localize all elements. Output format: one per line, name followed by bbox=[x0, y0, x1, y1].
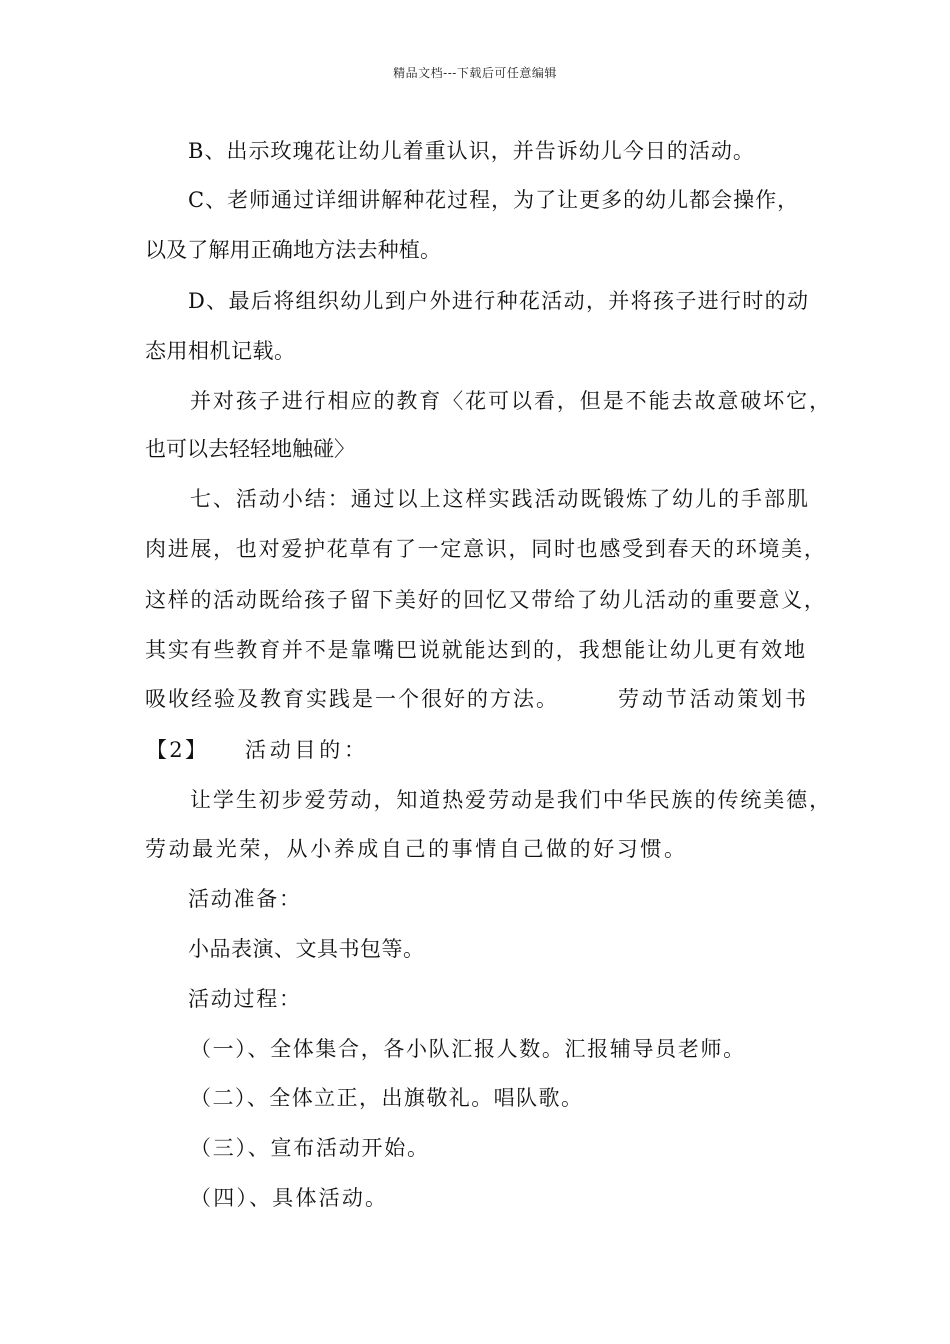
paragraph-line: 这样的活动既给孩子留下美好的回忆又带给了幼儿活动的重要意义， bbox=[145, 588, 827, 612]
paragraph-line: 并对孩子进行相应的教育〈花可以看，但是不能去故意破坏它， bbox=[190, 389, 833, 413]
page-header: 精品文档---下载后可任意编辑 bbox=[393, 66, 557, 80]
section-number: 【2】 bbox=[146, 738, 209, 762]
paragraph-line: 吸收经验及教育实践是一个很好的方法。 bbox=[145, 687, 559, 711]
list-item: （二）、全体立正，出旗敬礼。唱队歌。 bbox=[190, 1086, 584, 1110]
paragraph-line: 七、活动小结：通过以上这样实践活动既锻炼了幼儿的手部肌 bbox=[190, 487, 810, 511]
paragraph-line: 也可以去轻轻地触碰〉 bbox=[145, 437, 355, 461]
paragraph-line: D、最后将组织幼儿到户外进行种花活动，并将孩子进行时的动 bbox=[188, 289, 810, 313]
paragraph-line: 小品表演、文具书包等。 bbox=[188, 937, 425, 961]
list-item: （一）、全体集合，各小队汇报人数。汇报辅导员老师。 bbox=[190, 1037, 746, 1061]
paragraph-line: 态用相机记载。 bbox=[145, 339, 296, 363]
section-title: 劳动节活动策划书 bbox=[618, 687, 809, 711]
paragraph-line: 劳动最光荣，从小养成自己的事情自己做的好习惯。 bbox=[145, 837, 688, 861]
paragraph-line: 其实有些教育并不是靠嘴巴说就能达到的，我想能让幼儿更有效地 bbox=[145, 638, 807, 662]
paragraph-line: B、出示玫瑰花让幼儿着重认识，并告诉幼儿今日的活动。 bbox=[188, 139, 755, 163]
paragraph-line: C、老师通过详细讲解种花过程，为了让更多的幼儿都会操作， bbox=[188, 188, 800, 212]
paragraph-line: 肉进展，也对爱护花草有了一定意识，同时也感受到春天的环境美， bbox=[145, 537, 827, 561]
list-item: （四）、具体活动。 bbox=[190, 1186, 389, 1210]
paragraph-line: 让学生初步爱劳动，知道热爱劳动是我们中华民族的传统美德， bbox=[190, 788, 833, 812]
subheading: 活动过程： bbox=[188, 987, 302, 1011]
subheading: 活动准备： bbox=[188, 887, 302, 911]
paragraph-line: 以及了解用正确地方法去种植。 bbox=[145, 238, 442, 262]
subheading: 活动目的： bbox=[245, 738, 369, 762]
list-item: （三）、宣布活动开始。 bbox=[190, 1136, 430, 1160]
